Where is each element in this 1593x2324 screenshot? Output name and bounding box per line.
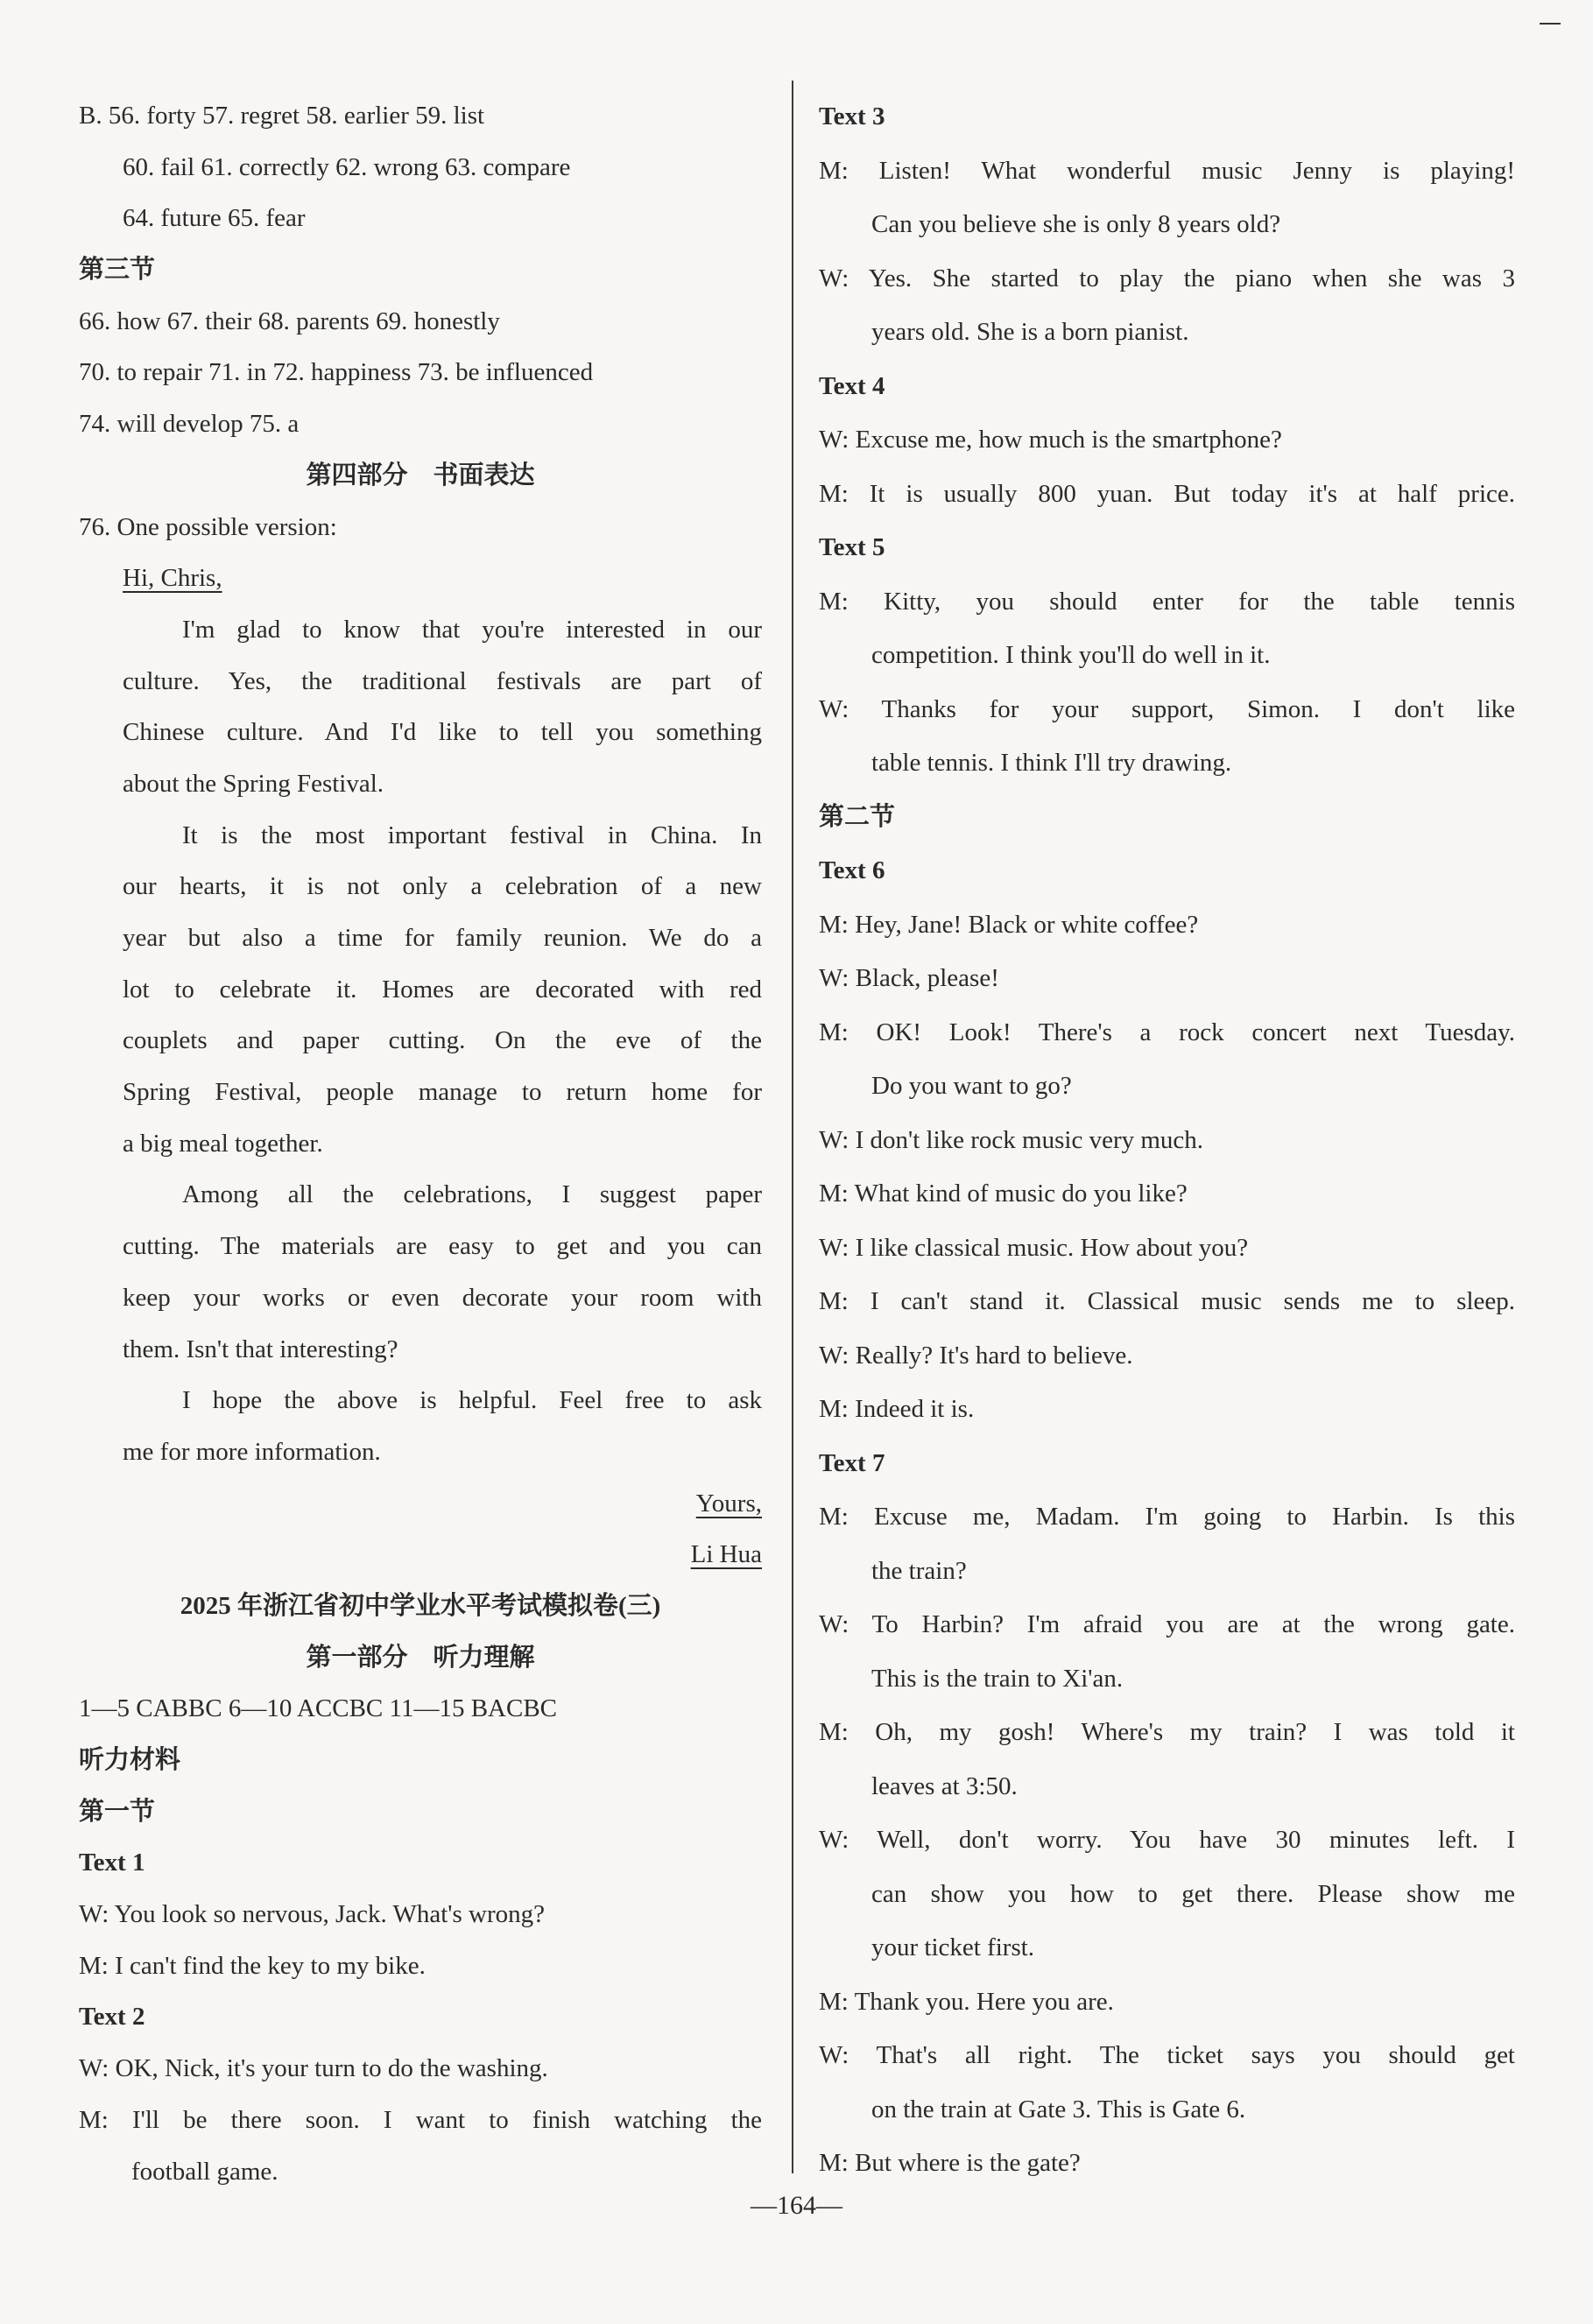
dialogue-line: W: I don't like rock music very much.: [819, 1125, 1204, 1154]
answer-line: 60. fail 61. correctly 62. wrong 63. compare: [123, 152, 571, 181]
dialogue-line: competition. I think you'll do well in it.: [871, 641, 1271, 669]
text-title: Text 6: [819, 856, 885, 884]
answer-line: 74. will develop 75. a: [79, 410, 300, 439]
dialogue-line: W: Thanks for your support, Simon. I don't like: [819, 694, 1515, 723]
essay-line: me for more information.: [123, 1437, 381, 1466]
dialogue-line: M: Indeed it is.: [819, 1395, 975, 1423]
letter-closing: [79, 1478, 762, 1530]
greeting-text: Hi, Chris,: [123, 564, 222, 593]
essay-line: I'm glad to know that you're interested in our: [182, 615, 762, 644]
dialogue-line: W: Yes. She started to play the piano when she was 3: [819, 264, 1515, 292]
right-column: [819, 90, 1515, 2191]
text-title: Text 5: [819, 533, 885, 561]
essay-line: lot to celebrate it. Homes are decorated with red: [123, 975, 762, 1004]
dialogue-line: This is the train to Xi'an.: [871, 1664, 1124, 1693]
text-title: Text 1: [79, 1849, 145, 1877]
dialogue-line: leaves at 3:50.: [871, 1771, 1018, 1800]
closing-text: Yours,: [695, 1489, 762, 1518]
text-title: 第二节: [819, 802, 896, 831]
dialogue-line: can show you how to get there. Please show me: [871, 1879, 1515, 1908]
dialogue-line: W: Really? It's hard to believe.: [819, 1341, 1133, 1370]
section-heading: 第三节: [79, 256, 156, 285]
essay-line: It is the most important festival in China. In: [182, 820, 762, 849]
part-heading: 第一部分 听力理解: [306, 1643, 535, 1672]
dialogue-line: M: I'll be there soon. I want to finish watching the: [79, 2105, 762, 2134]
text-title: Text 4: [819, 371, 885, 400]
letter-greeting: [79, 553, 762, 604]
dialogue-line: W: Excuse me, how much is the smartphone?: [819, 426, 1282, 454]
dialogue-line: M: Thank you. Here you are.: [819, 1987, 1114, 2016]
part-heading: 第四部分 书面表达: [306, 461, 535, 489]
column-divider: [792, 81, 793, 2173]
text-title: Text 3: [819, 102, 885, 130]
essay-line: keep your works or even decorate your room with: [123, 1283, 762, 1312]
text-title: Text 2: [79, 2003, 145, 2032]
dialogue-line: M: Kitty, you should enter for the table tennis: [819, 587, 1515, 616]
answer-line: 64. future 65. fear: [123, 204, 306, 233]
dialogue-line: W: To Harbin? I'm afraid you are at the wrong gate.: [819, 1610, 1515, 1638]
section-heading: 听力材料: [79, 1746, 181, 1774]
essay-line: cutting. The materials are easy to get and you can: [123, 1232, 762, 1261]
essay-line: culture. Yes, the traditional festivals are part of: [123, 666, 762, 695]
essay-line: year but also a time for family reunion. We do a: [123, 924, 762, 952]
essay-line: a big meal together.: [123, 1129, 323, 1158]
essay-line: our hearts, it is not only a celebration of a new: [123, 872, 762, 901]
dialogue-line: football game.: [131, 2157, 278, 2186]
dialogue-line: M: What kind of music do you like?: [819, 1180, 1188, 1208]
essay-line: Spring Festival, people manage to return home for: [123, 1078, 762, 1107]
dialogue-line: Can you believe she is only 8 years old?: [871, 210, 1281, 238]
exam-title: 2025 年浙江省初中学业水平考试模拟卷(三): [180, 1591, 661, 1620]
answer-line: 66. how 67. their 68. parents 69. honestly: [79, 306, 500, 335]
dialogue-line: M: I can't stand it. Classical music sends me to sleep.: [819, 1287, 1515, 1315]
dialogue-line: M: Hey, Jane! Black or white coffee?: [819, 910, 1199, 939]
dialogue-line: M: Oh, my gosh! Where's my train? I was told it: [819, 1718, 1515, 1746]
dialogue-line: your ticket first.: [871, 1933, 1035, 1961]
question-label: 76. One possible version:: [79, 512, 337, 541]
essay-line: Among all the celebrations, I suggest paper: [182, 1180, 762, 1209]
dialogue-line: M: Excuse me, Madam. I'm going to Harbin. Is this: [819, 1503, 1515, 1531]
dialogue-line: M: OK! Look! There's a rock concert next Tuesday.: [819, 1018, 1515, 1046]
dialogue-line: the train?: [871, 1556, 967, 1585]
essay-line: couplets and paper cutting. On the eve of the: [123, 1026, 762, 1055]
dialogue-line: W: I like classical music. How about you?: [819, 1233, 1249, 1262]
text-title: Text 7: [819, 1448, 885, 1477]
dialogue-line: M: I can't find the key to my bike.: [79, 1951, 426, 1980]
answer-line: B. 56. forty 57. regret 58. earlier 59. list: [79, 102, 485, 130]
dialogue-line: W: OK, Nick, it's your turn to do the washing.: [79, 2054, 548, 2083]
essay-line: about the Spring Festival.: [123, 769, 384, 798]
dialogue-line: W: That's all right. The ticket says you should get: [819, 2041, 1515, 2069]
answer-line: 70. to repair 71. in 72. happiness 73. be influenced: [79, 358, 594, 387]
dialogue-line: W: Black, please!: [819, 964, 999, 992]
dialogue-line: W: Well, don't worry. You have 30 minutes left. I: [819, 1826, 1515, 1854]
dialogue-line: M: But where is the gate?: [819, 2149, 1081, 2177]
letter-signature: [79, 1529, 762, 1581]
dialogue-line: M: It is usually 800 yuan. But today it's at half price.: [819, 479, 1515, 508]
section-heading: 第一节: [79, 1797, 156, 1826]
dialogue-line: Do you want to go?: [871, 1072, 1072, 1100]
dialogue-line: W: You look so nervous, Jack. What's wrong?: [79, 1900, 546, 1929]
answer-key: 1—5 CABBC 6—10 ACCBC 11—15 BACBC: [79, 1694, 558, 1723]
signature-text: Li Hua: [690, 1540, 762, 1569]
dialogue-line: table tennis. I think I'll try drawing.: [871, 749, 1232, 777]
dialogue-line: on the train at Gate 3. This is Gate 6.: [871, 2095, 1246, 2123]
page-number: —164—: [751, 2191, 842, 2220]
left-column: [79, 90, 762, 2197]
dialogue-line: M: Listen! What wonderful music Jenny is playing!: [819, 156, 1515, 185]
dialogue-line: years old. She is a born pianist.: [871, 318, 1189, 346]
essay-line: them. Isn't that interesting?: [123, 1335, 398, 1363]
essay-line: Chinese culture. And I'd like to tell you something: [123, 718, 762, 747]
corner-mark: [1540, 23, 1561, 25]
essay-line: I hope the above is helpful. Feel free to ask: [182, 1386, 762, 1415]
